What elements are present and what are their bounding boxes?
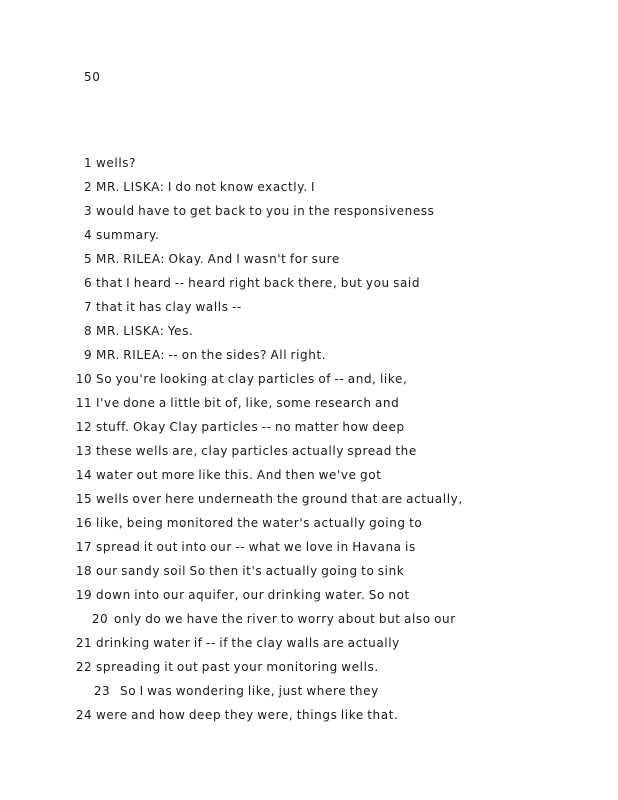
line-number: 17 xyxy=(75,540,92,554)
line-text: that it has clay walls -- xyxy=(96,300,242,314)
line-number: 24 xyxy=(75,708,92,722)
line-text: So I was wondering like, just where they xyxy=(120,684,379,698)
line-text: drinking water if -- if the clay walls are actually xyxy=(96,636,400,650)
line-number: 23 xyxy=(93,684,110,698)
line-text: water out more like this. And then we've got xyxy=(96,468,382,482)
line-number: 15 xyxy=(75,492,92,506)
line-text: summary. xyxy=(96,228,160,242)
line-text: spreading it out past your monitoring wells. xyxy=(96,660,379,674)
line-number: 11 xyxy=(75,396,92,410)
line-text: MR. LISKA: I do not know exactly. I xyxy=(96,180,316,194)
line-number: 21 xyxy=(75,636,92,650)
line-text: I've done a little bit of, like, some research and xyxy=(96,396,400,410)
line-text: wells? xyxy=(96,156,137,170)
line-number: 13 xyxy=(75,444,92,458)
line-text: MR. RILEA: Okay. And I wasn't for sure xyxy=(96,252,340,266)
line-text: would have to get back to you in the responsiveness xyxy=(96,204,435,218)
line-text: wells over here underneath the ground that are actually, xyxy=(96,492,463,506)
line-number: 5 xyxy=(83,252,92,266)
line-number: 6 xyxy=(83,276,92,290)
line-text: these wells are, clay particles actually spread the xyxy=(96,444,417,458)
line-number: 2 xyxy=(83,180,92,194)
line-text: MR. LISKA: Yes. xyxy=(96,324,194,338)
line-number: 20 xyxy=(91,612,108,626)
line-number: 10 xyxy=(75,372,92,386)
line-text: So you're looking at clay particles of -- and, like, xyxy=(96,372,408,386)
line-text: spread it out into our -- what we love in Havana is xyxy=(96,540,416,554)
line-number: 19 xyxy=(75,588,92,602)
line-number: 18 xyxy=(75,564,92,578)
line-number: 12 xyxy=(75,420,92,434)
line-number: 16 xyxy=(75,516,92,530)
line-number: 3 xyxy=(83,204,92,218)
line-text: down into our aquifer, our drinking water. So not xyxy=(96,588,410,602)
line-text: our sandy soil So then it's actually going to sink xyxy=(96,564,405,578)
line-number: 8 xyxy=(83,324,92,338)
line-number: 9 xyxy=(83,348,92,362)
line-text: that I heard -- heard right back there, but you said xyxy=(96,276,421,290)
line-text: were and how deep they were, things like that. xyxy=(96,708,399,722)
line-number: 22 xyxy=(75,660,92,674)
page-number: 50 xyxy=(84,70,101,84)
line-text: only do we have the river to worry about but also our xyxy=(114,612,456,626)
line-text: like, being monitored the water's actually going to xyxy=(96,516,423,530)
line-number: 4 xyxy=(83,228,92,242)
line-text: MR. RILEA: -- on the sides? All right. xyxy=(96,348,327,362)
line-number: 7 xyxy=(83,300,92,314)
line-number: 14 xyxy=(75,468,92,482)
line-text: stuff. Okay Clay particles -- no matter how deep xyxy=(96,420,405,434)
line-number: 1 xyxy=(83,156,92,170)
